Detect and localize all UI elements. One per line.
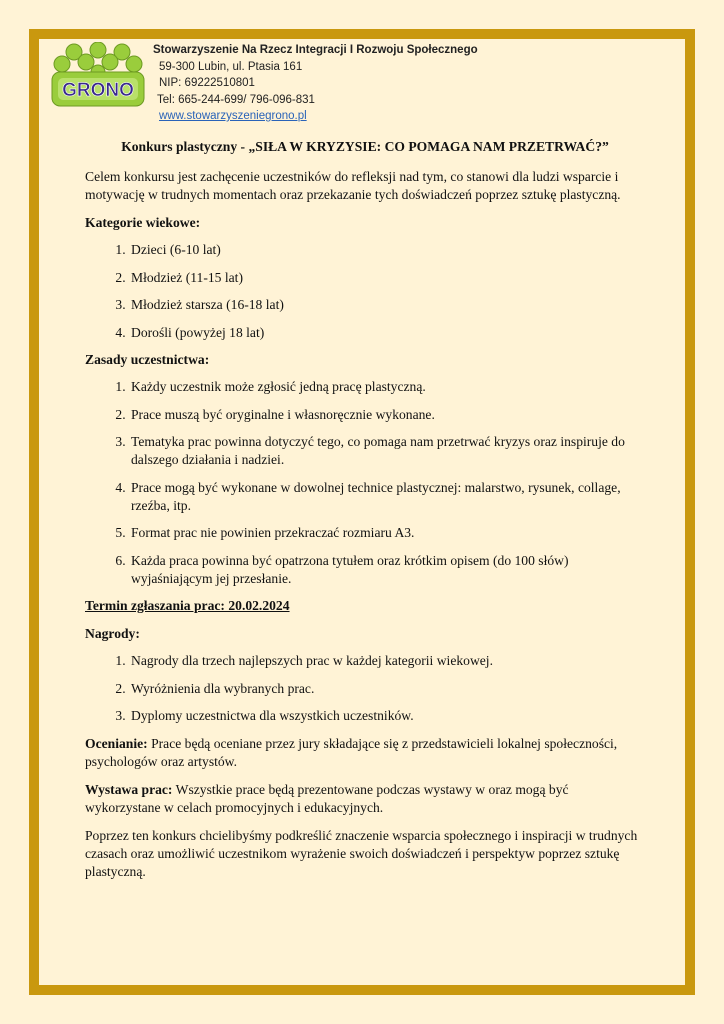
list-item: 2. Młodzież (11-15 lat) [129,269,645,287]
org-name: Stowarzyszenie Na Rzecz Integracji I Rozwoju Społecznego [153,44,478,56]
exhibition-label: Wystawa prac: [85,781,173,797]
prizes-heading: Nagrody: [85,626,140,641]
org-nip: NIP: 69222510801 [159,77,255,89]
list-item: 3. Dyplomy uczestnictwa dla wszystkich uczestników. [129,707,645,725]
list-item: 4. Prace mogą być wykonane w dowolnej technice plastycznej: malarstwo, rysunek, collage, rzeźba, itp. [129,479,645,515]
exhibition-paragraph [85,781,645,817]
list-item: 6. Każda praca powinna być opatrzona tytułem oraz krótkim opisem (do 100 słów) wyjaśniającym jej przesłanie. [129,552,645,588]
organization-info [153,42,478,125]
list-item: 3. Tematyka prac powinna dotyczyć tego, co pomaga nam przetrwać kryzys oraz inspiruje do dalszego działania i nadziei. [129,433,645,469]
judging-label: Ocenianie: [85,735,148,751]
closing-paragraph: Poprzez ten konkurs chcielibyśmy podkreślić znaczenie wsparcia społecznego i inspiracji w trudnych czasach oraz umożliwić uczestnikom wyrażenie swoich doświadczeń i perspektyw poprzez sztukę plastyczną. [85,827,638,879]
exhibition-text: Wszystkie prace będą prezentowane podczas wystawy w oraz mogą być wykorzystane w celach promocyjnych i edukacyjnych. [85,781,569,815]
svg-text:GRONO: GRONO [62,80,134,101]
rules-heading: Zasady uczestnictwa: [85,352,210,367]
deadline: Termin zgłaszania prac: 20.02.2024 [85,598,290,613]
list-item: 5. Format prac nie powinien przekraczać rozmiaru A3. [129,524,645,542]
org-phone: Tel: 665-244-699/ 796-096-831 [157,93,315,106]
grono-logo [50,42,146,108]
list-item: 1. Nagrody dla trzech najlepszych prac w każdej kategorii wiekowej. [129,652,645,670]
list-item: 1. Każdy uczestnik może zgłosić jedną pracę plastyczną. [129,378,645,396]
intro-paragraph: Celem konkursu jest zachęcenie uczestników do refleksji nad tym, co stanowi dla ludzi wsparcie i motywację w trudnych momentach oraz przekazanie tych doświadczeń poprzez sztukę plastyczną. [85,169,621,202]
prizes-list [85,652,645,725]
list-item: 2. Wyróżnienia dla wybranych prac. [129,680,645,698]
categories-list [85,241,645,342]
judging-text: Prace będą oceniane przez jury składające się z przedstawicieli lokalnej społeczności, psychologów oraz artystów. [85,735,618,769]
list-item: 2. Prace muszą być oryginalne i własnoręcznie wykonane. [129,406,645,424]
document-body [85,138,645,891]
page-title: Konkurs plastyczny - „SIŁA W KRYZYSIE: CO POMAGA NAM PRZETRWAĆ?” [121,139,609,154]
rules-list [85,378,645,588]
list-item: 1. Dzieci (6-10 lat) [129,241,645,259]
list-item: 3. Młodzież starsza (16-18 lat) [129,296,645,314]
org-website-link[interactable]: www.stowarzyszeniegrono.pl [159,110,307,122]
categories-heading: Kategorie wiekowe: [85,215,201,230]
org-address: 59-300 Lubin, ul. Ptasia 161 [159,60,303,73]
list-item: 4. Dorośli (powyżej 18 lat) [129,324,645,342]
judging-paragraph [85,735,645,771]
